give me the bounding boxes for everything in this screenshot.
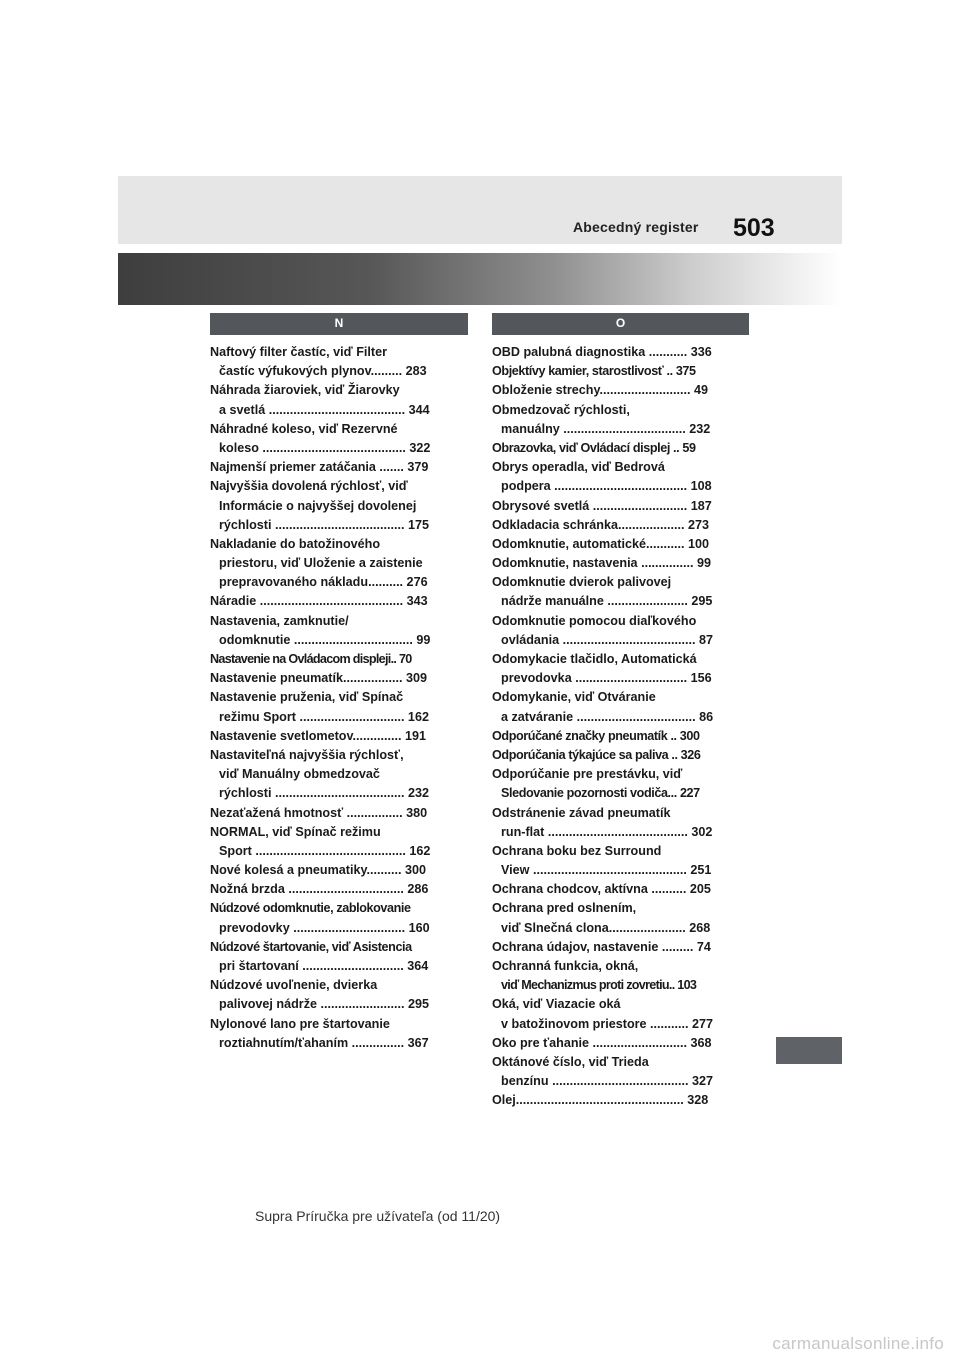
index-line: Nezaťažená hmotnosť ................ 380 xyxy=(210,805,428,820)
index-line: Nastaviteľná najvyššia rýchlosť, xyxy=(210,747,404,762)
index-line: OBD palubná diagnostika ........... 336 xyxy=(492,345,712,359)
index-line: nádrže manuálne ....................... 295 xyxy=(501,594,713,609)
index-line: koleso ......................................... 322 xyxy=(219,440,431,455)
index-line: viď Manuálny obmedzovač xyxy=(219,767,380,782)
index-line: Náhrada žiaroviek, viď Žiarovky xyxy=(210,383,400,398)
footer-text: Supra Príručka pre užívateľa (od 11/20) xyxy=(255,1208,501,1224)
index-line: Sport ........................................... 162 xyxy=(219,843,431,858)
index-line: Oká, viď Viazacie oká xyxy=(492,997,621,1012)
index-line: manuálny ................................... 232 xyxy=(501,421,711,436)
index-line: Odporúčanie pre prestávku, viď xyxy=(492,767,683,782)
index-line: Nové kolesá a pneumatiky.......... 300 xyxy=(210,863,427,878)
index-line: Najmenší priemer zatáčania ....... 379 xyxy=(210,460,429,475)
index-line: Ochrana boku bez Surround xyxy=(492,843,662,858)
index-line: a svetlá ....................................... 344 xyxy=(219,402,430,417)
index-line: a zatváranie .................................. 86 xyxy=(501,709,714,724)
index-line: Sledovanie pozornosti vodiča... 227 xyxy=(501,786,700,801)
index-line: Nylonové lano pre štartovanie xyxy=(210,1016,390,1031)
index-line: Odomknutie pomocou diaľkového xyxy=(492,613,697,628)
index-line: Nastavenie svetlometov.............. 191 xyxy=(210,728,427,743)
index-line: Nastavenia, zamknutie/ xyxy=(210,613,349,628)
index-line: Oko pre ťahanie ........................... 368 xyxy=(492,1035,712,1050)
index-line: Obrys operadla, viď Bedrová xyxy=(492,460,665,475)
index-line: benzínu ....................................... 327 xyxy=(501,1074,714,1089)
index-line: odomknutie .................................. 99 xyxy=(219,632,431,647)
index-line: Odomknutie, automatické........... 100 xyxy=(492,536,709,551)
index-line: NORMAL, viď Spínač režimu xyxy=(210,824,381,839)
index-line: Núdzové štartovanie, viď Asistencia xyxy=(210,939,412,954)
index-line: Odomykanie, viď Otváranie xyxy=(492,690,656,705)
index-line: Nastavenie na Ovládacom displeji.. 70 xyxy=(210,652,412,666)
index-line: roztiahnutím/ťahaním ............... 367 xyxy=(219,1035,429,1050)
index-line: v batožinovom priestore ........... 277 xyxy=(501,1016,714,1031)
index-line: režimu Sport .............................. 162 xyxy=(219,709,429,724)
index-line: Naftový filter častíc, viď Filter xyxy=(210,345,388,359)
section-heading-o: O xyxy=(492,313,749,335)
index-line: Objektívy kamier, starostlivosť .. 375 xyxy=(492,364,696,379)
page-number: 503 xyxy=(733,214,775,242)
index-line: Odkladacia schránka................... 273 xyxy=(492,517,709,532)
index-line: Náradie ......................................... 343 xyxy=(210,594,428,609)
page-title: Abecedný register xyxy=(573,219,699,235)
index-line: viď Slnečná clona...................... 268 xyxy=(501,920,711,935)
index-line: Ochrana údajov, nastavenie ......... 74 xyxy=(492,939,711,954)
index-line: Informácie o najvyššej dovolenej xyxy=(219,498,417,513)
index-line: Obrysové svetlá ........................... 187 xyxy=(492,498,712,513)
index-line: podpera ...................................... 108 xyxy=(501,479,712,494)
index-line: Obloženie strechy.......................... 49 xyxy=(492,383,709,398)
index-line: Obrazovka, viď Ovládací displej .. 59 xyxy=(492,440,696,455)
watermark: carmanualsonline.info xyxy=(772,1334,944,1353)
index-line: Ochrana pred oslnením, xyxy=(492,901,637,916)
index-line: Najvyššia dovolená rýchlosť, viď xyxy=(210,479,408,494)
index-line: Ochrana chodcov, aktívna .......... 205 xyxy=(492,882,711,897)
index-line: Odporúčania týkajúce sa paliva .. 326 xyxy=(492,747,701,762)
index-line: Odstránenie závad pneumatík xyxy=(492,805,671,820)
index-line: Odomykacie tlačidlo, Automatická xyxy=(492,652,697,666)
index-line: Núdzové uvoľnenie, dvierka xyxy=(210,978,378,993)
index-column-n xyxy=(210,343,464,1053)
index-line: Nastavenie pruženia, viď Spínač xyxy=(210,690,404,705)
index-line: ovládania ...................................... 87 xyxy=(501,632,714,647)
index-line: Olej................................................ 328 xyxy=(492,1093,709,1108)
index-line: Odomknutie dvierok palivovej xyxy=(492,575,672,590)
index-line: Núdzové odomknutie, zablokovanie xyxy=(210,901,411,916)
index-line: Náhradné koleso, viď Rezervné xyxy=(210,421,398,436)
section-heading-n: N xyxy=(210,313,468,335)
index-line: run-flat ........................................ 302 xyxy=(501,824,713,839)
index-line: Oktánové číslo, viď Trieda xyxy=(492,1054,649,1069)
index-line: Odomknutie, nastavenia ............... 99 xyxy=(492,556,712,571)
index-line: Odporúčané značky pneumatík .. 300 xyxy=(492,728,700,743)
index-column-o xyxy=(492,343,746,1111)
index-line: Nastavenie pneumatík................. 309 xyxy=(210,671,427,686)
index-line: viď Mechanizmus proti zovretiu.. 103 xyxy=(501,978,697,993)
decorative-gradient-band xyxy=(118,253,842,305)
index-line: Ochranná funkcia, okná, xyxy=(492,959,639,973)
index-line: View ............................................ 251 xyxy=(501,863,712,878)
index-line: prevodovky ................................ 160 xyxy=(219,920,430,935)
chapter-side-tab xyxy=(776,1037,842,1064)
index-line: rýchlosti ..................................... 232 xyxy=(219,786,429,801)
index-line: Nožná brzda ................................. 286 xyxy=(210,882,429,897)
index-line: prepravovaného nákladu.......... 276 xyxy=(219,575,428,590)
index-line: Nakladanie do batožinového xyxy=(210,536,381,551)
index-line: častíc výfukových plynov......... 283 xyxy=(219,364,427,379)
index-line: palivovej nádrže ........................ 295 xyxy=(219,997,429,1012)
index-line: pri štartovaní ............................. 364 xyxy=(219,959,429,973)
index-line: prevodovka ................................ 156 xyxy=(501,671,712,686)
index-line: rýchlosti ..................................... 175 xyxy=(219,517,429,532)
index-line: priestoru, viď Uloženie a zaistenie xyxy=(219,556,423,571)
index-line: Obmedzovač rýchlosti, xyxy=(492,402,630,417)
